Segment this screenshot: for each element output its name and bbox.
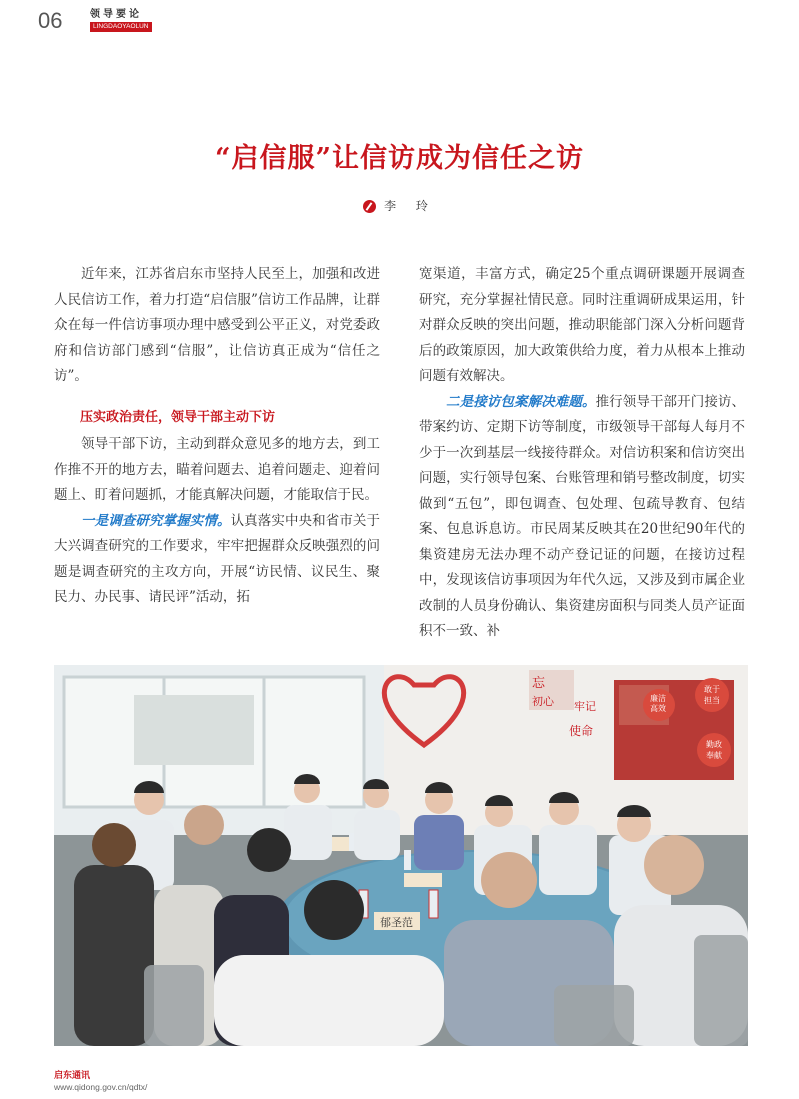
footer-url: www.qidong.gov.cn/qdtx/ <box>54 1082 148 1092</box>
body-paragraph: 领导干部下访，主动到群众意见多的地方去，到工作推不开的地方去，瞄着问题去、追着问题走、迎着问题上、盯着问题抓，才能真解决问题，才能取信于民。 <box>54 436 380 503</box>
article-title: “启信服”让信访成为信任之访 <box>214 143 585 174</box>
wall-text: 勤政 <box>706 740 722 749</box>
wall-text: 担当 <box>704 696 720 705</box>
wall-text: 初心 <box>532 695 554 708</box>
wall-text: 高效 <box>650 704 666 713</box>
body-paragraph <box>419 390 745 645</box>
wall-text: 奉献 <box>706 751 722 760</box>
footer-brand: 启东通讯 <box>54 1071 91 1081</box>
meeting-photo-illustration <box>54 665 748 1046</box>
wall-text: 使命 <box>569 724 594 738</box>
point-text: 认真落实中央和省市关于大兴调查研究的工作要求，牢牢把握群众反映强烈的问题是调查研究的主攻方向，开展“访民情、议民生、聚民力、办民事、请民评”活动，拓 <box>54 512 381 605</box>
author-line <box>0 197 799 214</box>
author-name: 李 玲 <box>384 199 436 213</box>
section-subheading: 压实政治责任，领导干部主动下访 <box>80 409 276 425</box>
wall-text: 忘 <box>532 676 546 691</box>
wall-text: 敢于 <box>704 685 720 694</box>
page-number: 06 <box>38 8 63 33</box>
body-paragraph-continued: 宽渠道，丰富方式，确定25个重点调研课题开展调查研究，充分掌握社情民意。同时注重调研成果运用，针对群众反映的突出问题，推动职能部门深入分析问题背后的政策原因，加大政策供给力度，着力从根本上推动问题有效解决。 <box>419 266 745 384</box>
wall-text: 廉洁 <box>650 694 666 703</box>
right-column <box>419 262 745 645</box>
wall-text: 牢记 <box>574 700 596 713</box>
intro-paragraph: 近年来，江苏省启东市坚持人民至上，加强和改进人民信访工作，着力打造“启信服”信访工作品牌，让群众在每一件信访事项办理中感受到公平正义，对党委政府和信访部门感到“信服”，让信访真正成为“信任之访”。 <box>54 266 380 384</box>
meeting-photo <box>54 665 748 1046</box>
section-tag <box>90 8 152 32</box>
left-column <box>54 262 380 611</box>
pen-icon <box>363 200 376 213</box>
name-plate-text: 郁圣范 <box>380 916 413 929</box>
point-label: 二是接访包案解决难题。 <box>446 393 596 410</box>
point-text: 推行领导干部开门接访、带案约访、定期下访等制度，市级领导干部每人每月不少于一次到基层一线接待群众。对信访积案和信访突出问题，实行领导包案、台账管理和销号整改制度，切实做到“五包”，即包调查、包处理、包疏导教育、包结案、包息诉息访。市民周某反映其在20世纪90年代的集资建房无法办理不动产登记证的问题，在接访过程中，发现该信访事项因为年代久远，又涉及到市属企业改制的人员身份确认、集资建房面积与同类人员产证面积不一致、补 <box>419 393 746 639</box>
section-name-cn: 领导要论 <box>90 9 142 20</box>
point-label: 一是调查研究掌握实情。 <box>81 512 231 529</box>
section-name-en: LINGDAOYAOLUN <box>90 22 152 32</box>
body-paragraph <box>54 509 380 611</box>
